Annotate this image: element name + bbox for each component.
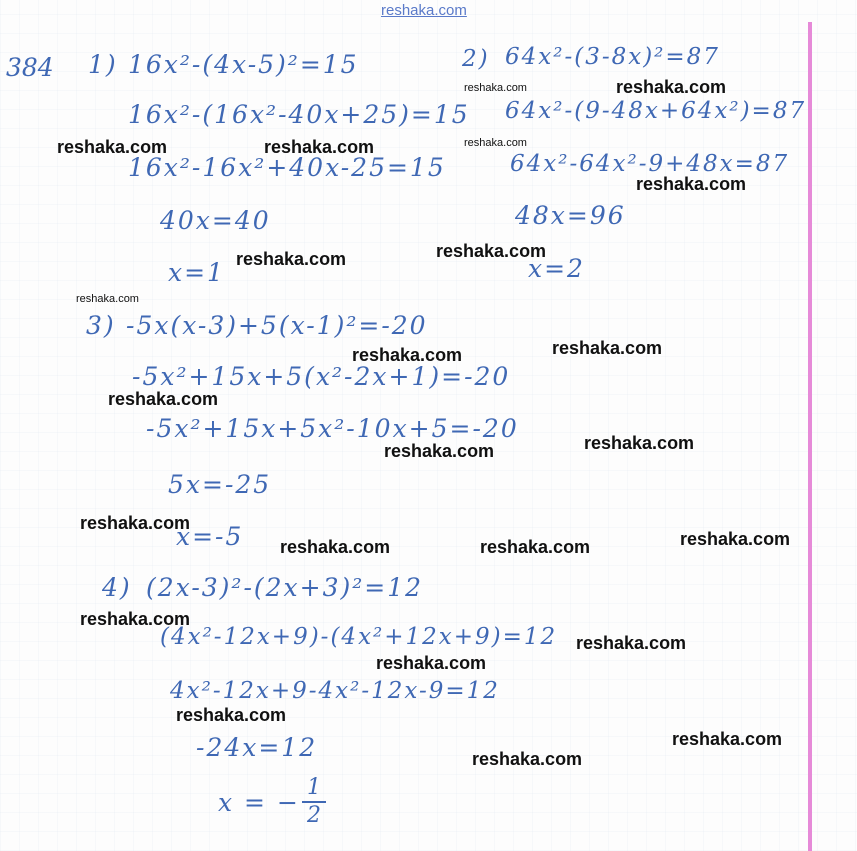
watermark: reshaka.com [480, 537, 591, 557]
part4-label: 4) [102, 573, 132, 602]
part1-answer: x=1 [168, 258, 225, 287]
watermark: reshaka.com [176, 705, 287, 725]
watermark: reshaka.com [616, 77, 727, 97]
watermark: reshaka.com [636, 174, 747, 194]
part4-line-3: 4x²-12x+9-4x²-12x-9=12 [170, 678, 500, 704]
part1-line-3: 16x²-16x²+40x-25=15 [128, 153, 446, 182]
watermark: reshaka.com [384, 441, 495, 461]
problem-number: 384 [6, 53, 54, 82]
part1-line-1: 16x²-(4x-5)²=15 [128, 50, 359, 79]
watermark: reshaka.com [80, 609, 191, 629]
watermark: reshaka.com [672, 729, 783, 749]
watermark: reshaka.com [680, 529, 791, 549]
part4-line-1: (2x-3)²-(2x+3)²=12 [146, 573, 424, 602]
part4-answer-fraction [302, 777, 326, 827]
part1-label: 1) [88, 50, 118, 79]
watermark: reshaka.com [472, 749, 583, 769]
part3-line-2: -5x²+15x+5(x²-2x+1)=-20 [132, 362, 511, 391]
watermark-small: reshaka.com [76, 293, 139, 305]
watermark: reshaka.com [264, 137, 375, 157]
part4-line-4: -24x=12 [196, 733, 318, 762]
part4-answer-prefix: x = − [218, 788, 300, 817]
watermark: reshaka.com [108, 389, 219, 409]
watermark: reshaka.com [584, 433, 695, 453]
part2-line-2: 64x²-(9-48x+64x²)=87 [505, 98, 807, 124]
part2-answer: x=2 [528, 254, 585, 283]
part3-line-4: 5x=-25 [168, 470, 272, 499]
part3-label: 3) [86, 311, 116, 340]
margin-line [808, 22, 812, 851]
watermark: reshaka.com [280, 537, 391, 557]
watermark: reshaka.com [352, 345, 463, 365]
part2-line-4: 48x=96 [515, 201, 626, 230]
watermark: reshaka.com [80, 513, 191, 533]
fraction-numerator: 1 [307, 775, 321, 800]
watermark: reshaka.com [236, 249, 347, 269]
part3-answer: x=-5 [176, 522, 244, 551]
watermark: reshaka.com [376, 653, 487, 673]
part2-line-1: 64x²-(3-8x)²=87 [505, 44, 720, 70]
part1-line-2: 16x²-(16x²-40x+25)=15 [128, 100, 470, 129]
part2-label: 2) [462, 46, 490, 72]
part4-line-2: (4x²-12x+9)-(4x²+12x+9)=12 [160, 624, 558, 650]
part2-line-3: 64x²-64x²-9+48x=87 [510, 151, 790, 177]
part1-line-4: 40x=40 [160, 206, 271, 235]
watermark: reshaka.com [436, 241, 547, 261]
fraction-denominator: 2 [307, 803, 321, 828]
site-watermark-top: reshaka.com [381, 2, 467, 19]
watermark: reshaka.com [552, 338, 663, 358]
watermark-small: reshaka.com [464, 82, 527, 94]
watermark: reshaka.com [576, 633, 687, 653]
part3-line-3: -5x²+15x+5x²-10x+5=-20 [146, 414, 519, 443]
watermark-small: reshaka.com [464, 137, 527, 149]
part3-line-1: -5x(x-3)+5(x-1)²=-20 [126, 311, 428, 340]
watermark: reshaka.com [57, 137, 168, 157]
